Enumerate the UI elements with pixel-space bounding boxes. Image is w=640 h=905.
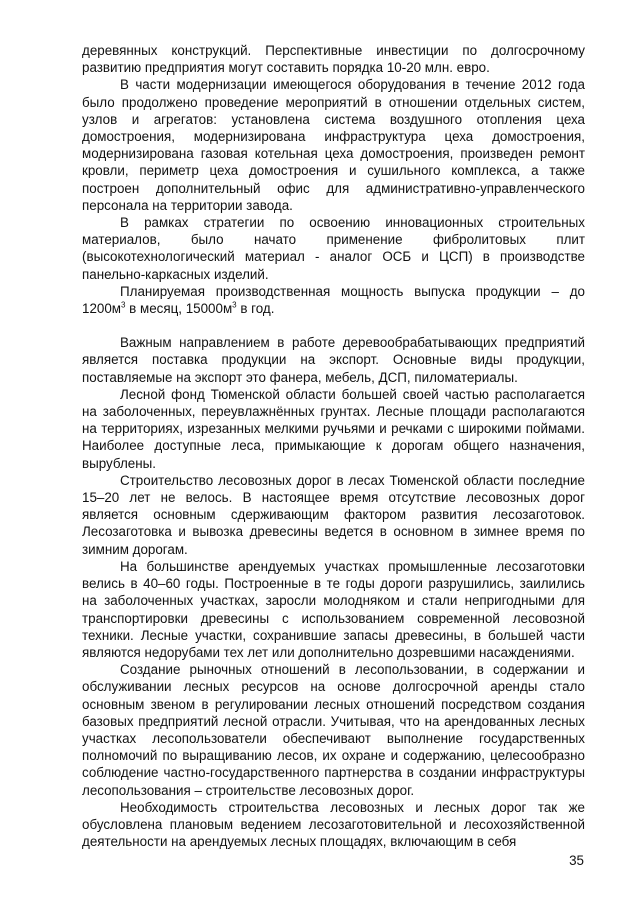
capacity-sup-b: 3 (232, 300, 237, 310)
capacity-text-a: Планируемая производственная мощность выпуска продукции – до 1200м (82, 283, 585, 317)
capacity-sup-a: 3 (121, 300, 126, 310)
paragraph-capacity (82, 283, 585, 317)
paragraph-road-construction: Строительство лесовозных дорог в лесах Тюменской области последние 15–20 лет не велось. В настоящее время отсутствие лесовозных дорог является основным сдерживающим фактором развития лесозаготовок. Лесозаготовка и вывозка древесины ведется в основном в зимнее время по зимним дорогам. (82, 472, 585, 557)
paragraph-forest-fund: Лесной фонд Тюменской области большей своей частью располагается на заболоченных, переувлажнённых грунтах. Лесные площади располагаются на территориях, изрезанных мелкими ручьями и речками с широкими поймами. Наиболее доступные леса, примыкающие к дорогам общего назначения, вырублены. (82, 386, 585, 471)
capacity-text-c: в год. (236, 301, 275, 317)
paragraph-innovation: В рамках стратегии по освоению инновационных строительных материалов, было начато применение фибролитовых плит (высокотехнологический материал - аналог ОСБ и ЦСП) в производстве панельно-каркасных изделий. (82, 215, 585, 282)
paragraph-export: Важным направлением в работе деревообрабатывающих предприятий является поставка продукции на экспорт. Основные виды продукции, поставляемые на экспорт это фанера, мебель, ДСП, пиломатериалы. (82, 335, 585, 385)
paragraph-continuation: деревянных конструкций. Перспективные инвестиции по долгосрочному развитию предприятия могут составить порядка 10-20 млн. евро. (82, 43, 585, 76)
paragraph-market-relations: Создание рыночных отношений в лесопользовании, в содержании и обслуживании лесных ресурсов на основе долгосрочной аренды стало основным звеном в регулировании лесных отношений посредством создания базовых предприятий лесной отрасли. Учитывая, что на арендованных лесных участках лесопользователи обеспечивают выполнение государственных полномочий по выращиванию лесов, их охране и содержанию, целесообразно соблюдение частно-государственного партнерства в создании инфраструктуры лесопользования – строительстве лесовозных дорог. (82, 662, 585, 798)
paragraph-modernization: В части модернизации имеющегося оборудования в течение 2012 года было продолжено проведение мероприятий в отношении отдельных систем, узлов и агрегатов: установлена система воздушного отопления цеха домостроения, модернизирована инфраструктура цеха домостроения, модернизирована газовая котельная цеха домостроения, произведен ремонт кровли, периметр цеха домостроения и сушильного комплекса, а также построен дополнительный офис для административно-управленческого персонала на территории завода. (82, 77, 585, 213)
paragraph-necessity: Необходимость строительства лесовозных и лесных дорог так же обусловлена плановым ведением лесозаготовительной и лесохозяйственной деятельности на арендуемых лесных площадях, включающим в себя (82, 799, 585, 850)
paragraph-leased-areas: На большинстве арендуемых участках промышленные лесозаготовки велись в 40–60 годы. Построенные в те годы дороги разрушились, заилились на заболоченных участках, заросли молодняком и стали непригодными для транспортировки древесины с использованием современной лесовозной техники. Лесные участки, сохранившие запасы древесины, в большей части являются недорубами тех лет или дополнительно дозревшими насаждениями. (82, 558, 585, 660)
capacity-text-b: в месяц, 15000м (125, 301, 233, 317)
page-number: 35 (569, 853, 584, 868)
